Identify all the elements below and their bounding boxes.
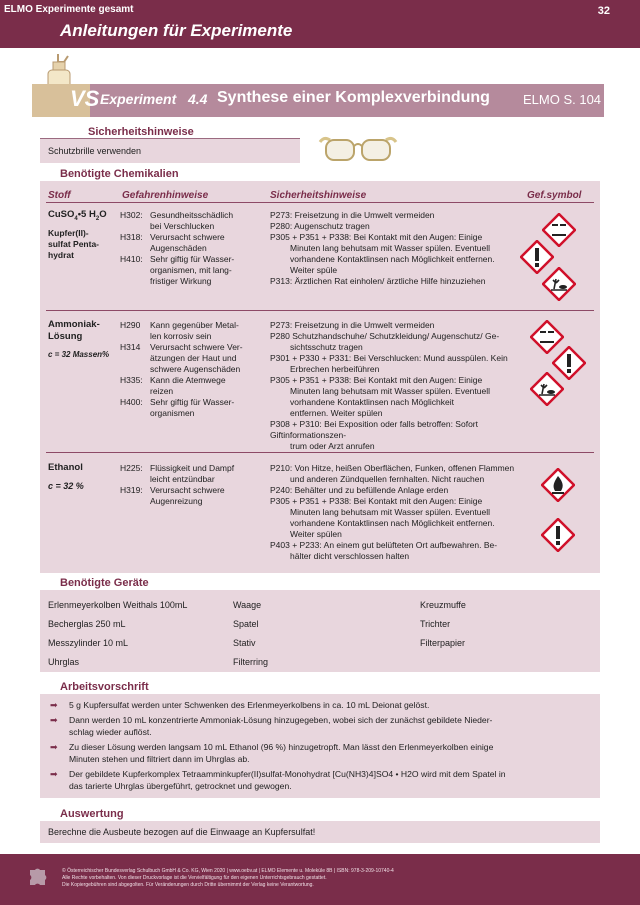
col-header-ghs: Gef.symbol	[527, 190, 582, 201]
equipment-item: Spatel	[233, 619, 259, 629]
experiment-number: 4.4	[188, 91, 208, 107]
arrow-right-icon: ➡	[50, 742, 58, 752]
formula-copper-sulfate: CuSO$_4$•5 $H_2O$	[48, 209, 107, 222]
col-header-substance: Stoff	[48, 190, 71, 201]
evaluation-text: Berechne die Ausbeute bezogen auf die Einwaage an Kupfersulfat!	[48, 827, 316, 837]
footer-line-1: © Österreichischer Bundesverlag Schulbuch GmbH & Co. KG, Wien 2020 | www.oebv.at | ELMO Elemente u. Moleküle 8B | ISBN: 978-3-209-10740-4	[62, 868, 394, 874]
equipment-item: Uhrglas	[48, 657, 80, 667]
running-head: ELMO Experimente gesamt	[4, 4, 134, 15]
precaution-list: P273: Freisetzung in die Umwelt vermeiden P280 Schutzhandschuhe/ Schutzkleidung/ Augenschutz/ Ge- sichtsschutz tragen P301 + P330 + P331: Bei Verschlucken: Mund ausspülen. Kein Erbrechen herbeiführen P305 + P351 + P338: Bei Kontakt mit den Augen: Einige Minuten lang behutsam mit Wasser spülen. Eventuell vorhandene Kontaktlinsen nach Möglichkeit entfernen. Weiter spülen P308 + P310: Bei Exposition oder falls betroffen: Sofort Giftinformationszen- trum oder Arzt anrufen	[270, 320, 508, 451]
environment-icon	[542, 267, 576, 301]
equipment-col-2	[233, 596, 268, 672]
substance-name: Kupfer(II)- sulfat Penta- hydrat	[48, 228, 100, 260]
safety-heading: Sicherheitshinweise	[88, 126, 194, 138]
arrow-right-icon: ➡	[50, 700, 58, 710]
precaution-list: P210: Von Hitze, heißen Oberflächen, Funken, offenen Flammen und anderen Zündquellen fernhalten. Nicht rauchen P240: Behälter und zu befüllende Anlage erden P305 + P351 + P338: Bei Kontakt mit den Augen: Einige Minuten lang behutsam mit Wasser spülen. Eventuell vorhandene Kontaktlinsen nach Möglichkeit entfernen. Weiter spülen P403 + P233: An einem gut belüfteten Ort aufbewahren. Be- hälter dicht verschlossen halten	[270, 463, 515, 561]
procedure-step: ➡ Der gebildete Kupferkomplex Tetraamminkupfer(II)sulfat-Monohydrat [Cu(NH3)4]SO4 • H2O wird mit dem Spatel in das tarierte Uhrglas übergeführt, getrocknet und gewogen.	[50, 769, 506, 791]
precaution-list: P273: Freisetzung in die Umwelt vermeiden P280: Augenschutz tragen P305 + P351 + P338: Bei Kontakt mit den Augen: Einige Minuten lang behutsam mit Wasser spülen. Eventuell vorhandene Kontaktlinsen nach Möglichkeit entfernen. Weiter spüle P313: Ärztlichen Rat einholen/ ärztliche Hilfe hinzuziehen	[270, 210, 495, 286]
col-header-hazards: Gefahrenhinweise	[122, 190, 209, 201]
header-divider	[46, 202, 594, 203]
row-divider	[46, 452, 594, 453]
equipment-item: Stativ	[233, 638, 256, 648]
equipment-item: Kreuzmuffe	[420, 600, 466, 610]
experiment-reference: ELMO S. 104	[523, 92, 602, 107]
hazard-list: H290 Kann gegenüber Metal- len korrosiv sein H314 Verursacht schwere Ver- ätzungen der Haut und schwere Augenschäden H335: Kann die Atemwege reizen H400: Sehr giftig für Wasser- organismen	[120, 320, 243, 418]
equipment-item: Trichter	[420, 619, 451, 629]
procedure-heading: Arbeitsvorschrift	[60, 681, 149, 693]
equipment-heading: Benötigte Geräte	[60, 577, 149, 589]
arrow-right-icon: ➡	[50, 769, 58, 779]
arrow-right-icon: ➡	[50, 715, 58, 725]
equipment-item: Erlenmeyerkolben Weithals 100mL	[48, 600, 188, 610]
equipment-item: Waage	[233, 600, 262, 610]
equipment-col-1	[48, 596, 187, 672]
procedure-step: ➡ 5 g Kupfersulfat werden unter Schwenken des Erlenmeyerkolbens in ca. 10 mL Deionat gelöst.	[50, 700, 430, 710]
environment-icon	[530, 372, 564, 406]
evaluation-heading: Auswertung	[60, 808, 124, 820]
hazard-list: H225: Flüssigkeit und Dampf leicht entzündbar H319: Verursacht schwere Augenreizung	[120, 463, 235, 506]
experiment-title: Synthese einer Komplexverbindung	[217, 89, 490, 106]
safety-text: Schutzbrille verwenden	[48, 146, 142, 156]
equipment-item: Filterpapier	[420, 638, 466, 648]
equipment-item: Messzylinder 10 mL	[48, 638, 129, 648]
page-number: 32	[597, 5, 610, 17]
substance-name: Ethanol	[48, 462, 83, 473]
equipment-item: Filterring	[233, 657, 269, 667]
substance-name: Ammoniak- Lösung	[48, 319, 100, 342]
footer-line-2: Alle Rechte vorbehalten. Von dieser Druckvorlage ist die Vervielfältigung für den eigenen Unterrichtsgebrauch gestattet.	[62, 875, 327, 881]
equipment-col-3	[420, 596, 466, 653]
concentration: c = 32 Massen%	[48, 350, 110, 359]
footer-line-3: Die Kopiergebühren sind abgegolten. Für Veränderungen durch Dritte übernimmt der Verlag keine Verantwortung.	[62, 882, 314, 888]
hazard-list: H302: Gesundheitsschädlich bei Verschlucken H318: Verursacht schwere Augenschäden H410: Sehr giftig für Wasser- organismen, mit lang- fristiger Wirkung	[120, 210, 235, 286]
chemicals-heading: Benötigte Chemikalien	[60, 168, 179, 180]
equipment-item: Becherglas 250 mL	[48, 619, 126, 629]
procedure-steps	[50, 699, 595, 792]
row-divider	[46, 310, 594, 311]
exclamation-icon	[541, 518, 575, 552]
procedure-step: ➡ Zu dieser Lösung werden langsam 10 mL Ethanol (96 %) hinzugetropft. Man lässt den Erlenmeyerkolben einige Minuten stehen und filtriert dann im Uhrglas ab.	[50, 742, 494, 764]
puzzle-icon	[26, 866, 48, 888]
safety-goggles-icon	[316, 134, 400, 164]
col-header-precautions: Sicherheitshinweise	[270, 190, 367, 201]
vs-logo: VS	[70, 86, 100, 111]
flame-icon	[541, 468, 575, 502]
concentration: c = 32 %	[48, 481, 84, 491]
page-heading: Anleitungen für Experimente	[60, 21, 293, 40]
procedure-step: ➡ Dann werden 10 mL konzentrierte Ammoniak-Lösung hinzugegeben, wobei sich der zunächst gebildete Nieder- schlag wieder auflöst.	[50, 715, 493, 737]
experiment-label: Experiment	[100, 91, 177, 107]
